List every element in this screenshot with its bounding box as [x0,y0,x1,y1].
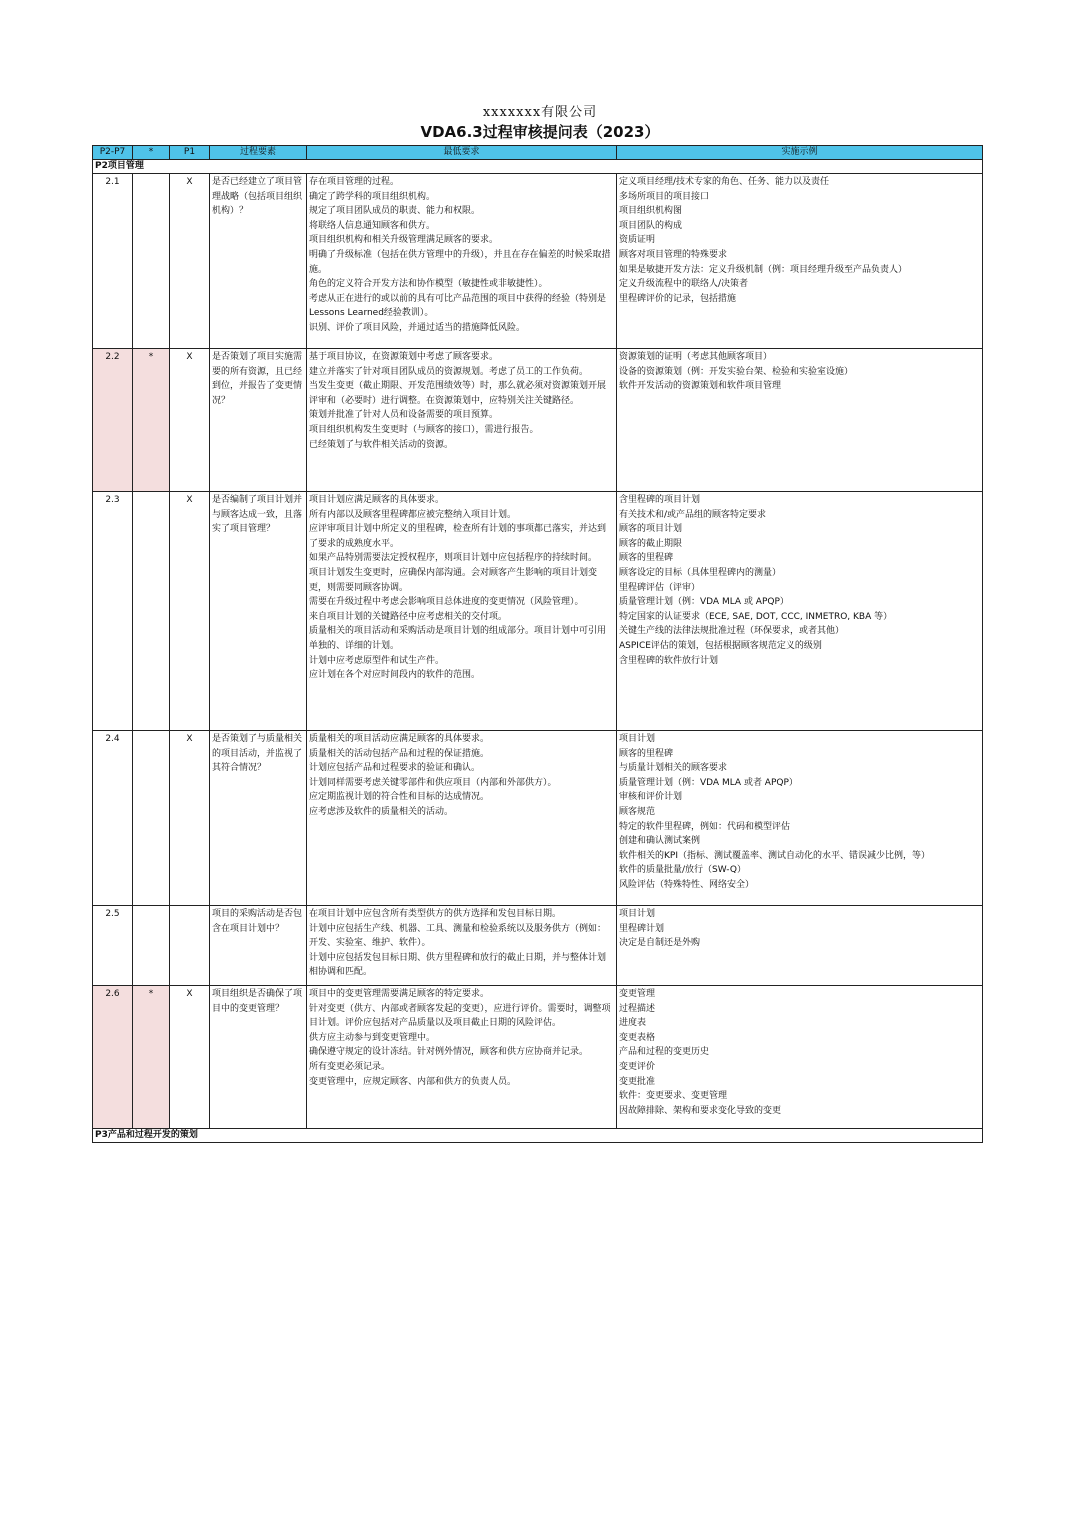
requirement-line: 来自项目计划的关键路径中应考虑相关的交付项。 [309,611,508,622]
example-line: 项目计划 [619,909,656,919]
row-id: 2.2 [93,349,133,492]
requirement-line: 计划中应包括发包目标日期、供方里程碑和放行的截止日期，并与整体计划相协调和匹配。 [309,952,607,978]
requirement-line: 存在项目管理的过程。 [309,177,400,187]
table-header-row [93,146,983,160]
example-line: 变更评价 [619,1061,656,1072]
example-line: 风险评估（特殊特性、网络安全） [619,879,755,890]
row-element: 是否已经建立了项目管理战略（包括项目组织机构）？ [210,174,307,349]
header-minimum-requirements: 最低要求 [307,146,617,160]
example-line: 如果是敏捷开发方法：定义升级机制（例：项目经理升级至产品负责人） [619,264,908,275]
example-line: 质量管理计划（例：VDA MLA 或 APQP） [619,597,789,608]
example-line: 产品和过程的变更历史 [619,1047,710,1058]
requirement-line: 项目中的变更管理需要满足顾客的特定要求。 [309,989,490,999]
example-line: 因故障排除、架构和要求变化导致的变更 [619,1105,782,1116]
example-line: 软件开发活动的资源策划和软件项目管理 [619,381,782,392]
requirement-line: 需要在升级过程中考虑会影响项目总体进度的变更情况（风险管理）。 [309,597,584,608]
row-examples [617,906,983,986]
row-id: 2.1 [93,174,133,349]
example-line: 决定是自制还是外购 [619,938,701,949]
example-line: 特定的软件里程碑，例如：代码和模型评估 [619,821,791,832]
requirement-line: 明确了升级标准（包括在供方管理中的升级），并且在存在偏差的时候采取措施。 [309,249,611,275]
example-line: 变更批准 [619,1076,656,1087]
table-row [93,492,983,731]
row-examples [617,731,983,906]
example-line: 进度表 [619,1018,647,1029]
example-line: 资质证明 [619,235,656,246]
example-line: 与质量计划相关的顾客要求 [619,763,728,774]
requirement-line: 确定了跨学科的项目组织机构。 [309,191,436,202]
example-line: 里程碑评估（评审） [619,582,701,593]
example-line: 创建和确认测试案例 [619,836,701,847]
table-row [93,174,983,349]
row-examples [617,492,983,731]
row-p1: X [170,731,210,906]
example-line: 变更管理 [619,989,656,999]
requirement-line: 识别、评价了项目风险，并通过适当的措施降低风险。 [309,322,526,333]
requirement-line: 应考虑涉及软件的质量相关的活动。 [309,806,454,817]
row-requirements [307,986,617,1129]
requirement-line: 所有变更必须记录。 [309,1061,391,1072]
example-line: 有关技术和/或产品组的顾客特定要求 [619,509,767,520]
row-element: 项目组织是否确保了项目中的变更管理？ [210,986,307,1129]
table-row [93,349,983,492]
example-line: 顾客的项目计划 [619,524,683,535]
example-line: 项目组织机构图 [619,206,683,217]
section-row-p2 [93,160,983,174]
table-row [93,731,983,906]
requirement-line: 项目组织机构和相关升级管理满足顾客的要求。 [309,235,499,246]
row-id: 2.4 [93,731,133,906]
requirement-line: 应计划在各个对应时间段内的软件的范围。 [309,670,481,681]
row-star: * [133,986,170,1129]
requirement-line: 考虑从正在进行的或以前的具有可比产品范围的项目中获得的经验（特别是Lessons Learned经验教训）。 [309,293,607,319]
example-line: 软件的质量批量/放行（SW-Q） [619,865,746,876]
requirement-line: 项目计划应满足顾客的具体要求。 [309,495,445,505]
example-line: 变更表格 [619,1032,656,1043]
example-line: ASPICE评估的策划，包括根据顾客规范定义的级别 [619,640,822,651]
requirement-line: 当发生变更（截止期限、开发范围绩效等）时，那么就必须对资源策划开展评审和（必要时）进行调整。在资源策划中，应特别关注关键路径。 [309,381,607,406]
row-element: 是否策划了与质量相关的项目活动，并监视了其符合情况？ [210,731,307,906]
example-line: 里程碑评价的记录，包括措施 [619,293,737,304]
example-line: 含里程碑的项目计划 [619,495,701,505]
row-examples [617,349,983,492]
requirement-line: 计划中应考虑原型件和试生产件。 [309,655,445,666]
company-name: xxxxxxx有限公司 [482,105,598,120]
row-star [133,906,170,986]
requirement-line: 确保遵守规定的设计冻结。针对例外情况，顾客和供方应协商并记录。 [309,1047,589,1058]
requirement-line: 针对变更（供方、内部或者顾客发起的变更），应进行评价。需要时，调整项目计划。评价应包括对产品质量以及项目截止日期的风险评估。 [309,1003,611,1029]
row-requirements [307,906,617,986]
audit-question-table [92,145,983,1143]
header-process-element: 过程要素 [210,146,307,160]
row-id: 2.6 [93,986,133,1129]
example-line: 项目计划 [619,734,656,744]
requirement-line: 建立并落实了针对项目团队成员的资源规划。考虑了员工的工作负荷。 [309,366,589,377]
example-line: 软件相关的KPI（指标、测试覆盖率、测试自动化的水平、错误减少比例，等） [619,850,930,861]
example-line: 设备的资源策划（例：开发实验台架、检验和实验室设施） [619,366,854,377]
row-p1: X [170,986,210,1129]
row-requirements [307,731,617,906]
requirement-line: 质量相关的活动包括产品和过程的保证措施。 [309,748,490,759]
requirement-line: 在项目计划中应包含所有类型供方的供方选择和发包目标日期。 [309,909,562,919]
example-line: 质量管理计划（例：VDA MLA 或者 APQP） [619,777,798,788]
example-line: 里程碑计划 [619,923,665,934]
header-p2-p7: P2-P7 [93,146,133,160]
row-p1: X [170,492,210,731]
header-star: * [133,146,170,160]
requirement-line: 质量相关的项目活动和采购活动是项目计划的组成部分。项目计划中可引用单独的、详细的计划。 [309,626,607,651]
requirement-line: 角色的定义符合开发方法和协作模型（敏捷性或非敏捷性）。 [309,279,548,290]
row-star [133,492,170,731]
example-line: 审核和评价计划 [619,792,683,803]
requirement-line: 应评审项目计划中所定义的里程碑，检查所有计划的事项都已落实，并达到了要求的成熟度水平。 [309,524,607,549]
row-star [133,731,170,906]
example-line: 定义升级流程中的联络人/决策者 [619,279,749,290]
row-star: * [133,349,170,492]
requirement-line: 质量相关的项目活动应满足顾客的具体要求。 [309,734,490,744]
requirement-line: 变更管理中，应规定顾客、内部和供方的负责人员。 [309,1076,517,1087]
example-line: 软件：变更要求、变更管理 [619,1091,728,1102]
row-requirements [307,174,617,349]
requirement-line: 供方应主动参与到变更管理中。 [309,1032,436,1043]
row-element: 项目的采购活动是否包含在项目计划中？ [210,906,307,986]
example-line: 顾客规范 [619,806,656,817]
section-title-p2: P2项目管理 [93,160,983,174]
requirement-line: 项目计划发生变更时，应确保内部沟通。会对顾客产生影响的项目计划变更，则需要同顾客协调。 [309,567,598,593]
requirement-line: 计划应包括产品和过程要求的验证和确认。 [309,763,481,774]
example-line: 特定国家的认证要求（ECE, SAE, DOT, CCC, INMETRO, KBA 等） [619,611,893,622]
example-line: 资源策划的证明（考虑其他顾客项目） [619,352,773,362]
example-line: 含里程碑的软件放行计划 [619,655,719,666]
example-line: 顾客设定的目标（具体里程碑内的测量） [619,567,782,578]
example-line: 顾客的里程碑 [619,748,674,759]
requirement-line: 如果产品特别需要法定授权程序，则项目计划中应包括程序的持续时间。 [309,553,598,564]
requirement-line: 将联络人信息通知顾客和供方。 [309,220,436,231]
requirement-line: 应定期监视计划的符合性和目标的达成情况。 [309,792,490,803]
requirement-line: 策划并批准了针对人员和设备需要的项目预算。 [309,410,499,421]
row-p1: X [170,349,210,492]
table-row [93,986,983,1129]
requirement-line: 计划同样需要考虑关键零部件和供应项目（内部和外部供方）。 [309,777,557,788]
requirement-line: 规定了项目团队成员的职责、能力和权限。 [309,206,481,217]
example-line: 顾客的里程碑 [619,553,674,564]
example-line: 定义项目经理/技术专家的角色、任务、能力以及责任 [619,177,830,187]
requirement-line: 已经策划了与软件相关活动的资源。 [309,439,454,450]
row-star [133,174,170,349]
row-examples [617,986,983,1129]
requirement-line: 所有内部以及顾客里程碑都应被完整纳入项目计划。 [309,509,517,520]
requirement-line: 项目组织机构发生变更时（与顾客的接口），需进行报告。 [309,424,539,435]
example-line: 过程描述 [619,1003,656,1014]
row-requirements [307,492,617,731]
example-line: 顾客的截止期限 [619,538,683,549]
table-row [93,906,983,986]
header-implementation-examples: 实施示例 [617,146,983,160]
requirement-line: 基于项目协议，在资源策划中考虑了顾客要求。 [309,352,499,362]
row-element: 是否编制了项目计划并与顾客达成一致，且落实了项目管理？ [210,492,307,731]
row-element: 是否策划了项目实施需要的所有资源，且已经到位，并报告了变更情况？ [210,349,307,492]
row-p1 [170,906,210,986]
row-id: 2.3 [93,492,133,731]
row-examples [617,174,983,349]
document-title: VDA6.3过程审核提问表（2023） [420,123,660,141]
example-line: 顾客对项目管理的特殊要求 [619,249,728,260]
header-p1: P1 [170,146,210,160]
row-requirements [307,349,617,492]
row-id: 2.5 [93,906,133,986]
requirement-line: 计划中应包括生产线、机器、工具、测量和检验系统以及服务供方（例如：开发、实验室、维护、软件）。 [309,923,607,949]
row-p1: X [170,174,210,349]
example-line: 多场所项目的项目接口 [619,191,710,202]
example-line: 关键生产线的法律法规批准过程（环保要求，或者其他） [619,626,845,637]
section-title-p3: P3产品和过程开发的策划 [93,1129,983,1143]
example-line: 项目团队的构成 [619,220,683,231]
section-row-p3 [93,1129,983,1143]
